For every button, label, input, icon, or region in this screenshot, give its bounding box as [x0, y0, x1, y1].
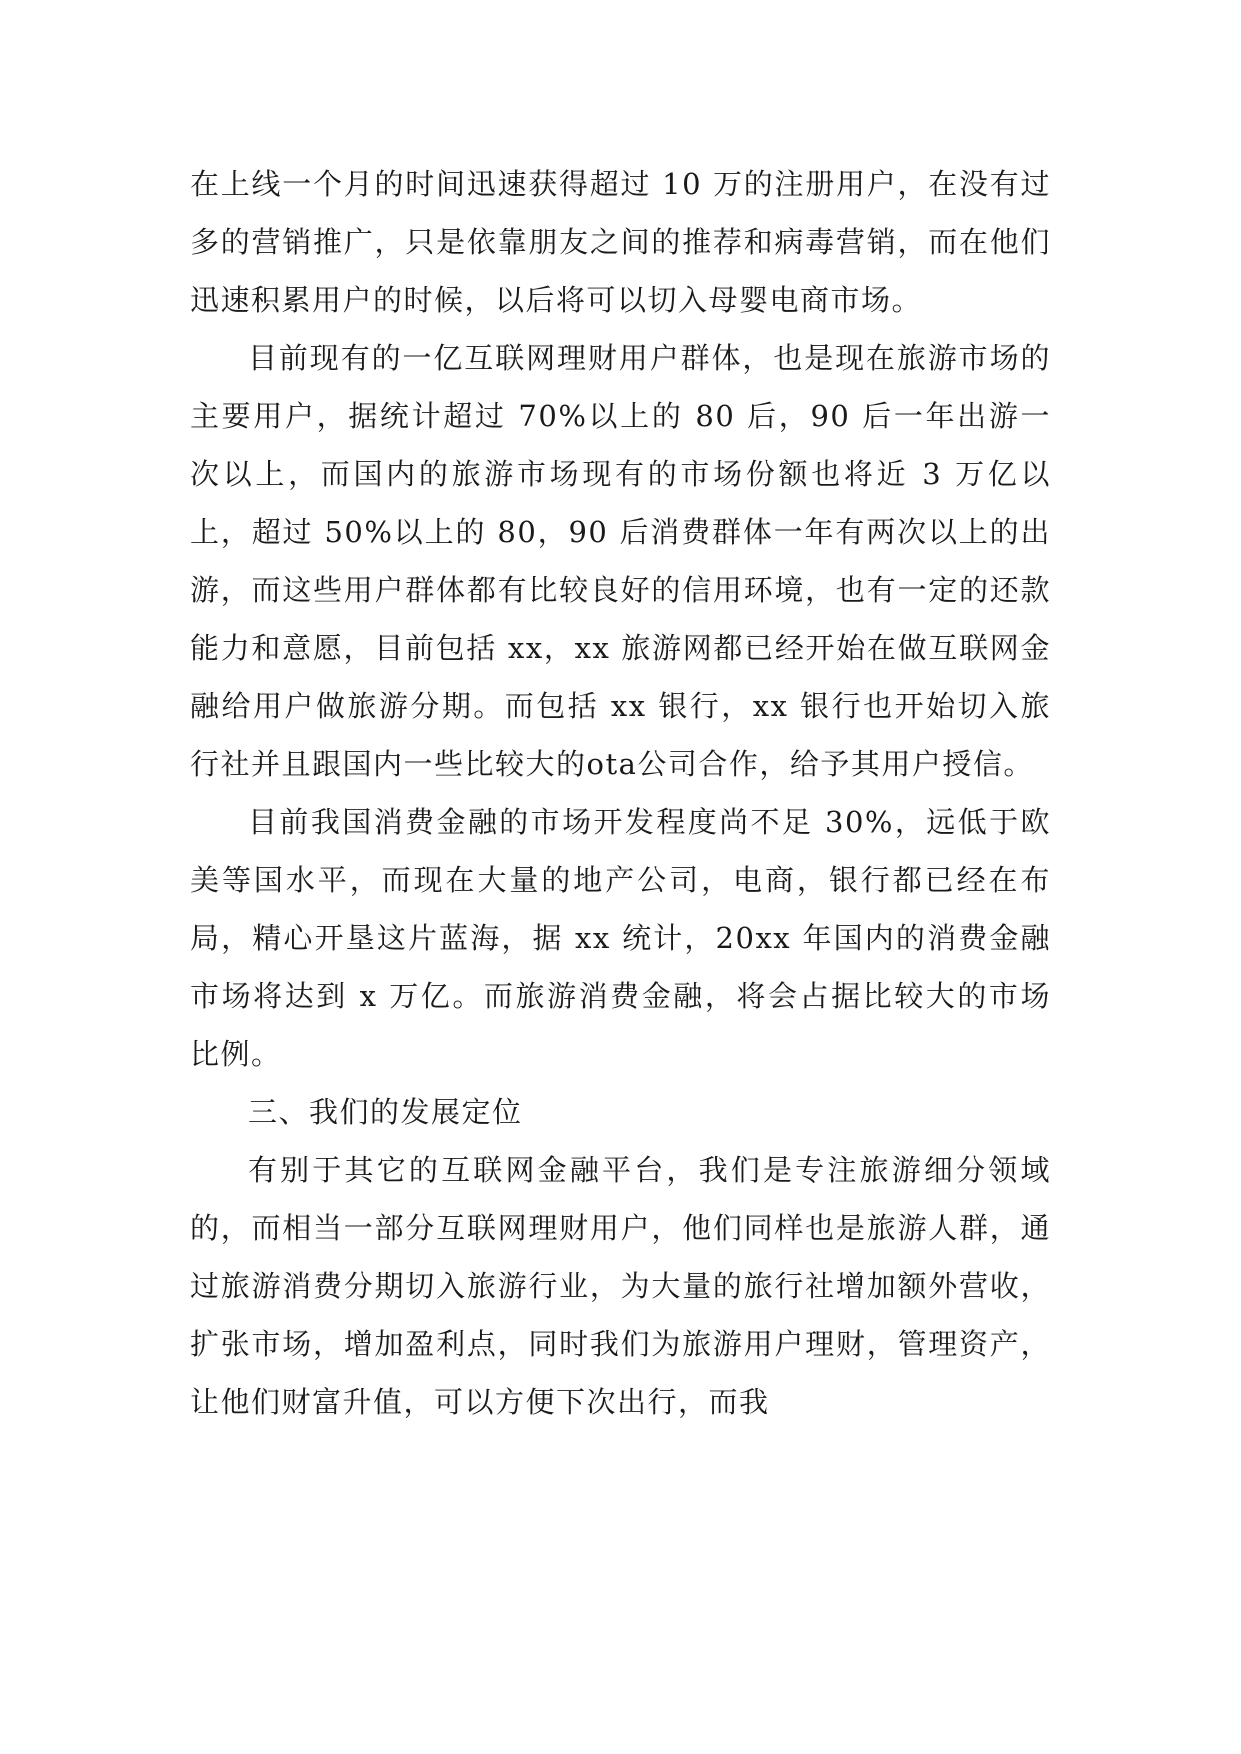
paragraph-positioning: 有别于其它的互联网金融平台，我们是专注旅游细分领域的，而相当一部分互联网理财用户，他们同样也是旅游人群，通过旅游消费分期切入旅游行业，为大量的旅行社增加额外营收，扩张市场，增加盈利点，同时我们为旅游用户理财，管理资产，让他们财富升值，可以方便下次出行，而我: [190, 1153, 1051, 1419]
section-heading: 三、我们的发展定位: [248, 1095, 523, 1129]
paragraph-continuation: 在上线一个月的时间迅速获得超过 10 万的注册用户，在没有过多的营销推广，只是依靠朋友之间的推荐和病毒营销，而在他们迅速积累用户的时候，以后将可以切入母婴电商市场。: [190, 167, 1051, 317]
document-body: [190, 155, 1051, 1431]
paragraph-market-users: 目前现有的一亿互联网理财用户群体，也是现在旅游市场的主要用户，据统计超过 70%以上的 80 后，90 后一年出游一次以上，而国内的旅游市场现有的市场份额也将近 3 万亿以上，超过 50%以上的 80，90 后消费群体一年有两次以上的出游，而这些用户群体都有比较良好的信用环境，也有一定的还款能力和意愿，目前包括 xx，xx 旅游网都已经开始在做互联网金融给用户做旅游分期。而包括 xx 银行，xx 银行也开始切入旅行社并且跟国内一些比较大的ota公司合作，给予其用户授信。: [190, 341, 1051, 781]
paragraph-consumer-finance: 目前我国消费金融的市场开发程度尚不足 30%，远低于欧美等国水平，而现在大量的地产公司，电商，银行都已经在布局，精心开垦这片蓝海，据 xx 统计，20xx 年国内的消费金融市场将达到 x 万亿。而旅游消费金融，将会占据比较大的市场比例。: [190, 805, 1051, 1071]
